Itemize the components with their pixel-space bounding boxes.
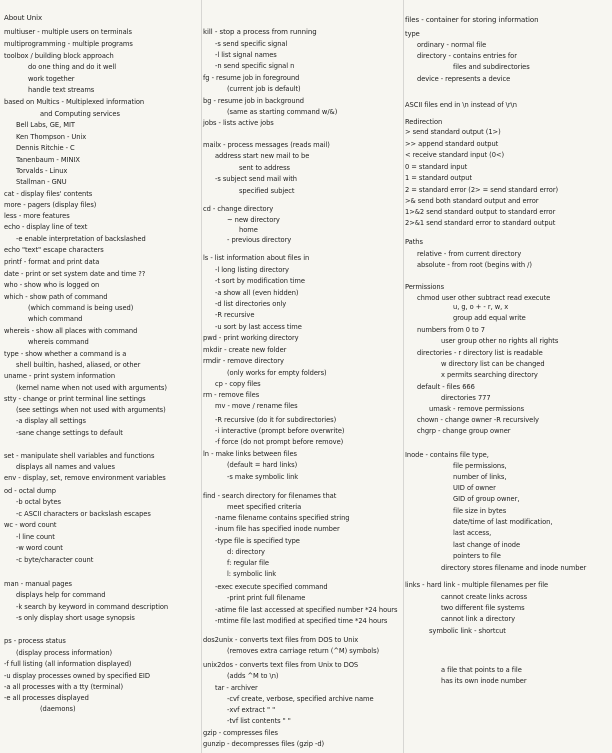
- note-line-echo-display-line-of-text: echo - display line of text: [4, 223, 88, 231]
- note-line-umask-remove-permissions: umask - remove permissions: [429, 405, 525, 413]
- note-line-od-octal-dump: od - octal dump: [4, 487, 56, 495]
- note-line-x-permits-searching-directory: x permits searching directory: [441, 371, 538, 379]
- note-line-t-sort-by-modification-time: -t sort by modification time: [215, 277, 305, 285]
- note-line-k-search-by-keyword-in-command-d: -k search by keyword in command description: [16, 603, 169, 611]
- note-line-numbers-from-0-to-7: numbers from 0 to 7: [417, 326, 485, 334]
- note-line-rmdir-remove-directory: rmdir - remove directory: [203, 357, 284, 365]
- note-line-specified-subject: specified subject: [239, 187, 295, 195]
- note-line-s-send-specific-signal: -s send specific signal: [215, 40, 288, 48]
- note-line-shell-builtin-hashed-aliased-or-: shell builtin, hashed, aliased, or other: [16, 361, 141, 369]
- note-line-cannot-link-a-directory: cannot link a directory: [441, 615, 516, 623]
- note-line-see-settings-when-not-used-with-: (see settings when not used with arguments): [16, 406, 166, 414]
- note-line-symbolic-link-shortcut: symbolic link - shortcut: [429, 627, 506, 635]
- note-line-type-show-whether-a-command-is-a: type - show whether a command is a: [4, 350, 127, 358]
- note-line-find-search-directory-for-filena: find - search directory for filenames that: [203, 492, 337, 500]
- note-line-1-2-send-standard-output-to-stan: 1>&2 send standard output to standard error: [405, 208, 556, 216]
- note-line-user-group-other-no-rights-all-r: user group other no rights all rights: [441, 337, 559, 345]
- note-line-kernel-name-when-not-used-with-a: (kernel name when not used with arguments): [16, 384, 167, 392]
- note-line-l-list-signal-names: -l list signal names: [215, 51, 277, 59]
- note-line-type: type: [405, 30, 420, 38]
- note-line-cannot-create-links-across: cannot create links across: [441, 593, 528, 601]
- note-line-inode-contains-file-type: Inode - contains file type,: [405, 451, 489, 459]
- note-line-cd-change-directory: cd - change directory: [203, 205, 274, 213]
- note-line-redirection: Redirection: [405, 118, 443, 126]
- note-line-s-make-symbolic-link: -s make symbolic link: [227, 473, 299, 481]
- note-line-set-manipulate-shell-variables-a: set - manipulate shell variables and functions: [4, 452, 155, 460]
- note-line-env-display-set-remove-environme: env - display, set, remove environment variables: [4, 474, 166, 482]
- note-line-r-recursive-do-it-for-subdirecto: -R recursive (do it for subdirectories): [215, 416, 337, 424]
- note-line-paths: Paths: [405, 238, 423, 246]
- note-line-pwd-print-working-directory: pwd - print working directory: [203, 334, 299, 342]
- note-line-adds-m-to-n: (adds ^M to \n): [227, 672, 279, 680]
- note-line-s-subject-send-mail-with: -s subject send mail with: [215, 175, 297, 183]
- note-line-ordinary-normal-file: ordinary - normal file: [417, 41, 487, 49]
- note-line-ls-list-information-about-files-: ls - list information about files in: [203, 254, 310, 262]
- note-line-a-file-that-points-to-a-file: a file that points to a file: [441, 666, 522, 674]
- note-line-man-manual-pages: man - manual pages: [4, 580, 72, 588]
- note-line-home: home: [239, 226, 258, 234]
- note-line-displays-all-names-and-values: displays all names and values: [16, 463, 115, 471]
- note-line-r-recursive: -R recursive: [215, 311, 255, 319]
- note-line-file-permissions: file permissions,: [453, 462, 507, 470]
- note-line-file-size-in-bytes: file size in bytes: [453, 507, 507, 515]
- note-line-stallman-gnu: Stallman - GNU: [16, 178, 67, 186]
- note-line-u-sort-by-last-access-time: -u sort by last access time: [215, 323, 302, 331]
- note-line-uid-of-owner: UID of owner: [453, 484, 496, 492]
- note-line-wc-word-count: wc - word count: [4, 521, 57, 529]
- note-line-gid-of-group-owner: GID of group owner,: [453, 495, 520, 503]
- note-line-directory-stores-filename-and-in: directory stores filename and inode number: [441, 564, 587, 572]
- note-line-toolbox-building-block-approach: toolbox / building block approach: [4, 52, 114, 60]
- note-line-meet-specified-criteria: meet specified criteria: [227, 503, 302, 511]
- note-line-based-on-multics-multiplexed-inf: based on Multics - Multiplexed information: [4, 98, 145, 106]
- column-divider: [201, 0, 202, 753]
- note-line-kill-stop-a-process-from-running: kill - stop a process from running: [203, 28, 317, 36]
- note-line-u-display-processes-owned-by-spe: -u display processes owned by specified EID: [4, 672, 150, 680]
- note-line-u-g-o-r-w-x: u, g, o + - r, w, x: [453, 303, 509, 311]
- note-line-2-1-send-standard-error-to-stand: 2>&1 send standard error to standard output: [405, 219, 556, 227]
- note-line-ascii-files-end-in-n-instead-of-: ASCII files end in \n instead of \r\n: [405, 101, 517, 109]
- note-line-0-standard-input: 0 = standard input: [405, 163, 468, 171]
- note-line-do-one-thing-and-do-it-well: do one thing and do it well: [28, 63, 117, 71]
- note-line-l-line-count: -l line count: [16, 533, 55, 541]
- note-line-less-more-features: less - more features: [4, 212, 70, 220]
- note-line-absolute-from-root-begins-with: absolute - from root (begins with /): [417, 261, 532, 269]
- note-line-a-show-all-even-hidden: -a show all (even hidden): [215, 289, 299, 297]
- note-line-c-byte-character-count: -c byte/character count: [16, 556, 94, 564]
- note-line-jobs-lists-active-jobs: jobs - lists active jobs: [203, 119, 274, 127]
- note-line-default-files-666: default - files 666: [417, 383, 475, 391]
- note-line-previous-directory: - previous directory: [227, 236, 292, 244]
- note-line-rm-remove-files: rm - remove files: [203, 391, 260, 399]
- note-line-n-send-specific-signal-n: -n send specific signal n: [215, 62, 295, 70]
- note-line-cvf-create-verbose-specified-arc: -cvf create, verbose, specified archive name: [227, 695, 374, 703]
- note-line-display-process-information: (display process information): [16, 649, 113, 657]
- note-line-last-change-of-inode: last change of inode: [453, 541, 521, 549]
- note-line-echo-text-escape-characters: echo "text" escape characters: [4, 246, 104, 254]
- note-line-which-command: which command: [28, 315, 83, 323]
- note-line-i-interactive-prompt-before-over: -i interactive (prompt before overwrite): [215, 427, 345, 435]
- note-line-f-full-listing-all-information-d: -f full listing (all information displayed): [4, 660, 132, 668]
- note-line-d-list-directories-only: -d list directories only: [215, 300, 287, 308]
- note-line-dos2unix-converts-text-files-fro: dos2unix - converts text files from DOS to Unix: [203, 636, 359, 644]
- note-line-send-standard-output-1: > send standard output (1>): [405, 128, 501, 136]
- note-line-whereis-show-all-places-with-com: whereis - show all places with command: [4, 327, 138, 335]
- note-line-work-together: work together: [28, 75, 75, 83]
- note-line-daemons: (daemons): [40, 705, 76, 713]
- note-line-last-access: last access,: [453, 529, 492, 537]
- note-line-f-regular-file: f: regular file: [227, 559, 269, 567]
- note-line-atime-file-last-accessed-at-spec: -atime file last accessed at specified number *24 hours: [215, 606, 398, 614]
- note-line-stty-change-or-print-terminal-li: stty - change or print terminal line settings: [4, 395, 146, 403]
- note-line-default-hard-links: (default = hard links): [227, 461, 298, 469]
- note-line-more-pagers-display-files: more - pagers (display files): [4, 201, 97, 209]
- note-line-files-and-subdirectories: files and subdirectories: [453, 63, 530, 71]
- note-line-a-all-processes-with-a-tty-termi: -a all processes with a tty (terminal): [4, 683, 124, 691]
- note-line-uname-print-system-information: uname - print system information: [4, 372, 116, 380]
- note-line-which-show-path-of-command: which - show path of command: [4, 293, 108, 301]
- note-line-c-ascii-characters-or-backslash-: -c ASCII characters or backslash escapes: [16, 510, 151, 518]
- note-line-directories-777: directories 777: [441, 394, 491, 402]
- note-line-removes-extra-carriage-return-m-: (removes extra carriage return (^M) symbols): [227, 647, 380, 655]
- note-line-sane-change-settings-to-default: -sane change settings to default: [16, 429, 123, 437]
- note-line-printf-format-and-print-data: printf - format and print data: [4, 258, 100, 266]
- note-line-chmod-user-other-subtract-read-e: chmod user other subtract read execute: [417, 294, 551, 302]
- note-line-append-standard-output: >> append standard output: [405, 140, 499, 148]
- note-line-sent-to-address: sent to address: [239, 164, 290, 172]
- note-line-bg-resume-job-in-background: bg - resume job in background: [203, 97, 304, 105]
- note-line-directories-r-directory-list-is-: directories - r directory list is readable: [417, 349, 543, 357]
- note-line-pointers-to-file: pointers to file: [453, 552, 501, 560]
- note-line-tar-archiver: tar - archiver: [215, 684, 258, 692]
- note-line-new-directory: ~ new directory: [227, 216, 280, 224]
- note-line-device-represents-a-device: device - represents a device: [417, 75, 511, 83]
- note-line-unix2dos-converts-text-files-fro: unix2dos - converts text files from Unix to DOS: [203, 661, 359, 669]
- note-line-permissions: Permissions: [405, 283, 445, 291]
- note-line-who-show-who-is-logged-on: who - show who is logged on: [4, 281, 100, 289]
- note-line-xvf-extract: -xvf extract " ": [227, 706, 276, 714]
- note-line-address-start-new-mail-to-be: address start new mail to be: [215, 152, 310, 160]
- note-line-multiprogramming-multiple-progra: multiprogramming - multiple programs: [4, 40, 133, 48]
- note-line-number-of-links: number of links,: [453, 473, 507, 481]
- note-line-ps-process-status: ps - process status: [4, 637, 66, 645]
- note-line-tanenbaum-minix: Tanenbaum - MINIX: [16, 156, 80, 164]
- note-line-ken-thompson-unix: Ken Thompson - Unix: [16, 133, 87, 141]
- note-line-send-both-standard-output-and-er: >& send both standard output and error: [405, 197, 539, 205]
- note-line-same-as-starting-command-w: (same as starting command w/&): [227, 108, 338, 116]
- note-line-e-enable-interpretation-of-backs: -e enable interpretation of backslashed: [16, 235, 146, 243]
- note-line-gunzip-decompresses-files-gzip-d: gunzip - decompresses files (gzip -d): [203, 740, 325, 748]
- note-line-only-works-for-empty-folders: (only works for empty folders): [227, 369, 327, 377]
- note-line-print-print-full-filename: -print print full filename: [227, 594, 306, 602]
- note-line-displays-help-for-command: displays help for command: [16, 591, 106, 599]
- note-line-2-standard-error-2-send-standard: 2 = standard error (2> = send standard error): [405, 186, 559, 194]
- note-line-f-force-do-not-prompt-before-rem: -f force (do not prompt before remove): [215, 438, 344, 446]
- note-line-torvalds-linux: Torvalds - Linux: [16, 167, 68, 175]
- note-line-type-file-is-specified-type: -type file is specified type: [215, 537, 300, 545]
- note-line-date-time-of-last-modification: date/time of last modification,: [453, 518, 553, 526]
- note-line-ln-make-links-between-files: ln - make links between files: [203, 450, 297, 458]
- note-line-two-different-file-systems: two different file systems: [441, 604, 525, 612]
- note-line-fg-resume-job-in-foreground: fg - resume job in foreground: [203, 74, 300, 82]
- note-line-relative-from-current-directory: relative - from current directory: [417, 250, 522, 258]
- note-line-tvf-list-contents: -tvf list contents " ": [227, 717, 291, 725]
- note-line-cp-copy-files: cp - copy files: [215, 380, 261, 388]
- note-line-directory-contains-entries-for: directory - contains entries for: [417, 52, 517, 60]
- note-line-date-print-or-set-system-date-an: date - print or set system date and time ??: [4, 270, 146, 278]
- note-line-mv-move-rename-files: mv - move / rename files: [215, 402, 298, 410]
- note-line-inum-file-has-specified-inode-nu: -inum file has specified inode number: [215, 525, 340, 533]
- note-line-files-container-for-storing-info: files - container for storing information: [405, 16, 539, 24]
- note-line-1-standard-output: 1 = standard output: [405, 174, 473, 182]
- note-line-group-add-equal-write: group add equal write: [453, 314, 526, 322]
- note-line-dennis-ritchie-c: Dennis Ritchie - C: [16, 144, 75, 152]
- note-line-handle-text-streams: handle text streams: [28, 86, 95, 94]
- note-line-multiuser-multiple-users-on-term: multiuser - multiple users on terminals: [4, 28, 132, 36]
- note-line-s-only-display-short-usage-synop: -s only display short usage synopsis: [16, 614, 135, 622]
- note-line-chgrp-change-group-owner: chgrp - change group owner: [417, 427, 511, 435]
- column-divider: [403, 0, 404, 753]
- note-line-w-word-count: -w word count: [16, 544, 63, 552]
- note-line-receive-standard-input-0: < receive standard input (0<): [405, 151, 505, 159]
- note-line-e-all-processes-displayed: -e all processes displayed: [4, 694, 89, 702]
- note-line-mkdir-create-new-folder: mkdir - create new folder: [203, 346, 287, 354]
- note-line-and-computing-services: and Computing services: [40, 110, 120, 118]
- note-line-l-symbolic-link: l: symbolic link: [227, 570, 277, 578]
- note-line-cat-display-files-contents: cat - display files' contents: [4, 190, 93, 198]
- note-line-bell-labs-ge-mit: Bell Labs, GE, MIT: [16, 121, 75, 129]
- note-line-a-display-all-settings: -a display all settings: [16, 417, 86, 425]
- note-line-about-unix: About Unix: [4, 14, 43, 22]
- note-line-gzip-compresses-files: gzip - compresses files: [203, 729, 278, 737]
- note-line-w-directory-list-can-be-changed: w directory list can be changed: [441, 360, 545, 368]
- note-line-b-octal-bytes: -b octal bytes: [16, 498, 61, 506]
- note-line-l-long-listing-directory: -l long listing directory: [215, 266, 289, 274]
- note-line-mtime-file-last-modified-at-spec: -mtime file last modified at specified time *24 hours: [215, 617, 388, 625]
- note-line-has-its-own-inode-number: has its own inode number: [441, 677, 527, 685]
- note-line-links-hard-link-multiple-filenam: links - hard link - multiple filenames per file: [405, 581, 549, 589]
- note-line-which-command-is-being-used: (which command is being used): [28, 304, 134, 312]
- note-line-whereis-command: whereis command: [28, 338, 89, 346]
- note-line-current-job-is-default: (current job is default): [227, 85, 301, 93]
- note-line-mailx-process-messages-reads-mai: mailx - process messages (reads mail): [203, 141, 330, 149]
- note-line-chown-change-owner-r-recursively: chown - change owner -R recursively: [417, 416, 539, 424]
- note-line-d-directory: d: directory: [227, 548, 265, 556]
- note-line-name-filename-contains-specified: -name filename contains specified string: [215, 514, 350, 522]
- note-line-exec-execute-specified-command: -exec execute specified command: [215, 583, 328, 591]
